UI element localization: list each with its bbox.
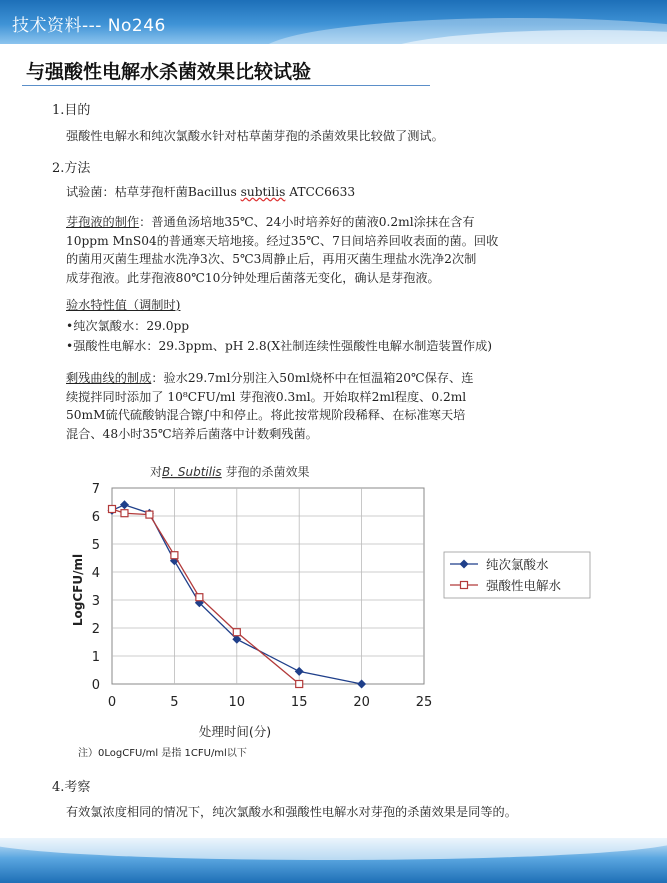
curve-heading: 剩残曲线的制成 xyxy=(66,371,152,385)
chart-title-prefix: 对 xyxy=(150,465,163,479)
data-point xyxy=(121,510,128,517)
spore-line: 10ppm MnS04的普通寒天培地接。经过35℃、7日间培养回收表面的菌。回收 xyxy=(66,233,499,248)
spore-paragraph xyxy=(66,213,498,287)
section-1-text: 强酸性电解水和纯次氯酸水针对枯草菌芽孢的杀菌效果比较做了测试。 xyxy=(66,129,444,143)
spore-line: ：普通鱼汤培地35℃、24小时培养好的菌液0.2ml涂抹在含有 xyxy=(139,215,475,229)
x-tick-label: 15 xyxy=(290,695,308,710)
chart-note: 注）0LogCFU/ml 是指 1CFU/ml以下 xyxy=(78,748,247,759)
section-1-heading: 1.目的 xyxy=(52,103,91,118)
data-point xyxy=(296,681,303,688)
data-point xyxy=(109,506,116,513)
footer-banner xyxy=(0,838,667,883)
water-properties xyxy=(66,296,492,356)
y-tick-label: 6 xyxy=(91,510,100,525)
y-tick-label: 1 xyxy=(91,650,100,665)
chart-legend xyxy=(444,552,590,598)
y-tick-label: 3 xyxy=(91,594,100,609)
data-point xyxy=(196,594,203,601)
water-item: •强酸性电解水：29.3ppm、pH 2.8(X社制连续性强酸性电解水制造装置作成) xyxy=(66,339,493,353)
spore-line: 成芽孢液。此芽孢液80℃10分钟处理后菌落无变化，确认是芽孢液。 xyxy=(66,270,440,285)
spore-line: 的菌用灭菌生理盐水洗净3次、5℃3周静止后，再用灭菌生理盐水洗净2次制 xyxy=(66,252,477,266)
y-tick-label: 2 xyxy=(91,622,100,637)
legend-label: 强酸性电解水 xyxy=(486,578,562,593)
section-4-heading: 4.考察 xyxy=(52,780,91,795)
strain-code: ATCC6633 xyxy=(289,185,356,199)
title-divider xyxy=(22,85,430,86)
x-tick-label: 20 xyxy=(353,695,370,710)
section-4-text: 有效氯浓度相同的情况下，纯次氯酸水和强酸性电解水对芽孢的杀菌效果是同等的。 xyxy=(66,805,517,819)
x-tick-label: 10 xyxy=(228,695,246,710)
x-tick-label: 5 xyxy=(170,695,179,710)
curve-line: ：验水29.7ml分别注入50ml烧杯中在恒温箱20℃保存、连 xyxy=(151,371,474,385)
curve-line: 50mM硫代硫酸钠混合镲∫中和停止。将此按常规阶段稀释、在标准寒天培 xyxy=(66,408,466,422)
chart-title-species: B. Subtilis xyxy=(162,465,222,479)
section-2-heading: 2.方法 xyxy=(52,161,91,176)
kill-curve-chart xyxy=(60,460,620,760)
page-title: 与强酸性电解水杀菌效果比较试验 xyxy=(26,61,312,83)
y-tick-label: 4 xyxy=(91,566,100,581)
curve-paragraph xyxy=(66,369,473,443)
plot-area xyxy=(92,482,433,710)
x-axis-label: 处理时间(分) xyxy=(198,724,272,739)
strain-name-genus: Bacillus xyxy=(187,185,237,199)
strain-label: 试验菌：枯草芽孢杆菌 xyxy=(66,185,188,199)
y-tick-label: 5 xyxy=(91,538,100,553)
curve-line: 续搅拌同时添加了 10⁸CFU/ml 芽孢液0.3ml。开始取样2ml程度、0.2ml xyxy=(66,389,467,404)
data-point xyxy=(171,552,178,559)
water-item: •纯次氯酸水：29.0pp xyxy=(66,318,190,333)
y-tick-label: 0 xyxy=(91,678,100,693)
x-tick-label: 25 xyxy=(415,695,433,710)
x-tick-label: 0 xyxy=(107,695,117,710)
strain-name-species: subtilis xyxy=(240,185,286,199)
y-axis-label: LogCFU/ml xyxy=(71,553,85,627)
header-banner xyxy=(0,0,667,44)
data-point xyxy=(146,511,153,518)
footer-wave-decoration xyxy=(0,838,667,860)
data-point xyxy=(233,629,240,636)
strain-line xyxy=(66,183,355,202)
spore-heading: 芽孢液的制作 xyxy=(66,215,140,229)
chart-title xyxy=(150,464,310,479)
chart-title-suffix: 芽孢的杀菌效果 xyxy=(221,465,310,479)
water-heading: 验水特性值（调制时) xyxy=(66,298,181,312)
y-tick-label: 7 xyxy=(91,482,100,497)
legend-label: 纯次氯酸水 xyxy=(486,557,549,572)
legend-marker xyxy=(461,582,468,589)
curve-line: 混合、48小时35℃培养后菌落中计数剩残菌。 xyxy=(66,426,318,441)
header-title: 技术资料--- No246 xyxy=(12,16,166,36)
